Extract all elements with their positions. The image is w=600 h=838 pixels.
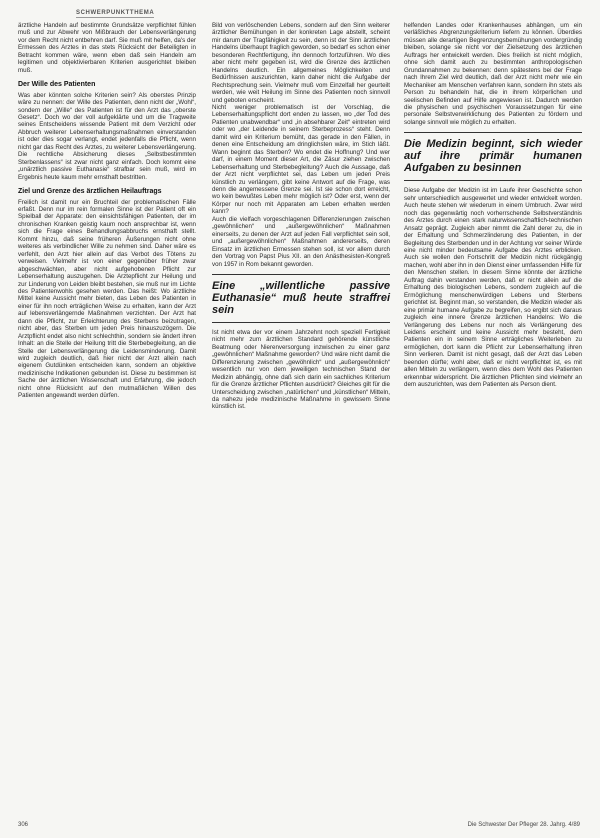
section-heading-patient-will: Der Wille des Patienten (18, 81, 96, 89)
page-number: 306 (18, 822, 29, 828)
text-column-1 (18, 22, 196, 400)
pull-quote: Die Medizin beginnt, sich wieder auf ihre primär humanen Aufgaben zu besinnen (404, 132, 582, 181)
paragraph: Ist nicht etwa der vor einem Jahrzehnt noch speziell Fertigkeit nicht mehr zum ärztlichen Standard gehörende künstliche Beatmung oder Nierenversorgung inzwischen zu einer ganz „gewöhnlichen“ Maßnahme geworden? Und wäre nicht damit die Differenzierung zwischen „gewöhnlich“ und „außergewöhnlich“ wesentlich nur von dem jeweiligen technischen Stand der Medizin abhängig, ohne daß sich darin ein sachliches Kriterium für die Grenze ärztlicher Pflichten ausdrückt? Gleiches gilt für die Unterscheidung zwischen „natürlichen“ und „künstlichen“ Mitteln, da nahezu jede medizinische Maßnahme in gewissem Sinne künstlich ist. (212, 328, 390, 411)
paragraph: Bild von verlöschenden Lebens, sondern auf den Sinn weiterer ärztlicher Bemühungen in der konkreten Lage abstellt, scheint mir darum der Tragfähigkeit zu sein, denn ist der Sinn ärztlichen Handelns überhaupt fraglich geworden, so bedarf es schon einer besonderen Rechtfertigung, ihn dennoch fortzuführen. Wo dies aber nicht mehr gegeben ist, wird die Grenze des ärztlichen Handelns deutlich. Ein allgemeines Möglichkeiten und Bedürfnissen auszurichten, kann daher nicht die Aufgabe der Rechtsprechung sein. Vielmehr muß vom Einzelfall her geurteilt werden, wie weit Heilung im Sinne des Patienten noch sinnvoll und geboten erscheint. (212, 22, 390, 104)
section-heading-aim-and-limit: Ziel und Grenze des ärztlichen Heilauftrags (18, 188, 162, 196)
paragraph: ärztliche Handeln auf bestimmte Grundsätze verpflichtet fühlen muß und zur Abwehr von Mißbrauch der Lebensverlängerung vor dem Recht nicht entbehren darf. Sie muß mit helfen, da's der Ermessen des Arztes in das stets Rücksicht der Beteiligten in Betracht kommen wäre, wenn eben daß sein Handeln am legitimen und objektivierbaren Kriterien ausgerichtet bleiben muß. (18, 22, 196, 74)
journal-footer: Die Schwester Der Pfleger 28. Jahrg. 4/89 (467, 822, 580, 828)
text-column-2 (212, 22, 390, 411)
paragraph: Auch die vielfach vorgeschlagenen Differenzierungen zwischen „gewöhnlichen“ und „außergewöhnlichen“ Maßnahmen einerseits, zu denen der Arzt auf jeden Fall verpflichtet sein soll, und „außergewöhnlichen“ Maßnahmen andererseits, deren Einsatz im ärztlichen Ermessen stehen soll, ist vor allem durch den Vortrag von Papst Pius XII. an den Anästhesisten-Kongreß von 1957 in Rom bekannt geworden. (212, 215, 390, 268)
paragraph: Diese Aufgabe der Medizin ist im Laufe ihrer Geschichte schon sehr unterschiedlich ausgewertet und wieder entwickelt worden. Auch heute stehen wir wiederum in einem Umbruch. Zwar wird noch das gegenwärtig noch vorherrschende Selbstverständnis des Arztes durch einen stark naturwissenschaftlich-technischen Ansatz geprägt. Zugleich aber nimmt die Zahl derer zu, die in der Erhaltung und Schmerzlinderung des Patienten, in der Begleitung des Sterbenden und in der Achtung vor seiner Würde eine nicht minder bedeutsame Aufgabe des Arztes erblicken. Auch sie wollen den Fortschritt der Medizin nicht rückgängig machen, wohl aber ihn in den Dienst einer umfassenden Hilfe für den Menschen stellen. In diesem Sinne könnte der ärztliche Auftrag dahin verstanden werden, daß er nicht allein auf die Erhaltung des biologischen Lebens, sondern zugleich auf die Ermöglichung menschenwürdigen Lebens und Sterbens gerichtet ist. Beginnt man, so verstanden, die Medizin wieder als eine primär humane Aufgabe zu begreifen, so ergibt sich daraus zugleich eine innere Grenze ärztlichen Handelns: Wo die Verlängerung des Lebens nur noch als Verlängerung des Leidens erscheint und keine Aussicht mehr besteht, dem Patienten ein in seinem Sinne erträgliches Weiterleben zu ermöglichen, dort kann die Pflicht zur Lebenserhaltung ihren Sinn verlieren. Damit ist nicht gesagt, daß der Arzt das Leben beenden dürfte; wohl aber, daß er nicht verpflichtet ist, es mit allen Mitteln zu verlängern, wenn dies dem Wohl des Patienten erkennbar widerspricht. Die ärztlichen Pflichten sind vielmehr an dem auszurichten, was dem Patienten als Person dient. (404, 187, 582, 389)
section-header-label: SCHWERPUNKTTHEMA (76, 10, 155, 16)
paragraph: Was aber könnten solche Kriterien sein? Als oberstes Prinzip wäre zu nennen: der Wille des Patienten, denn nicht der „Wohl“, sondern der „Wille“ des Patienten ist für den Arzt das „oberste Gesetz“. Doch wo der voll aufgeklärte und um die Tragweite seines Entscheidens wissende Patient mit dem Verzicht oder Abbruch weiterer Lebenserhaltungsmaßnahmen einverstanden ist oder dies sogar verlangt, endet jedenfalls die Pflicht, wenn nicht gar das Recht des Arztes, zu weiterer Lebensverlängerung. Die rechtliche Absicherung dieses „Selbstbestimmten Sterbenlassens“ ist zwar nicht ganz einfach. Doch kommt eine „unärztlich passive Euthanasie“ strafbar sein muß, wird im Ergebnis heute kaum mehr ernsthaft bestritten. (18, 91, 196, 181)
paragraph: Freilich ist damit nur ein Bruchteil der problematischen Fälle erfaßt. Denn nur im rein formalen Sinne ist der Patient oft ein Spielball der Apparate: den einsichtsfähigen Patienten, der im chronischen Kranken geistig kaum noch ansprechbar ist, wenn sich die Frage eines Behandlungsabbruchs ernsthaft stellt. Kommt hinzu, daß seine früheren Äußerungen nicht ohne weiteres als verbindlicher Wille zu nehmen sind. Daher wäre es verfehlt, den Arzt hier allein auf das Verbot des Tötens zu verweisen. Vielmehr ist von einer gegenüber früher zwar abgeschwächten, aber nicht aufgehobenen Pflicht zur Lebenserhaltung auszugehen. Die Arztepflicht zur Heilung und zur Linderung von Leiden bleibt bestehen, sie muß nur im Lichte des Patientenwohls gesehen werden. Das heißt: Wo ärztliche Mittel keine Aussicht mehr bieten, das Leben des Patienten in einer für ihn noch erträglichen Weise zu erhalten, kann der Arzt auf lebensverlängernde Maßnahmen verzichten. Der Arzt hat dann die Pflicht, zur Erleichterung des Sterbens beizutragen, nicht aber, das Sterben um jeden Preis hinauszuzögern. Die Arztpflicht endet also nicht schlechthin, sondern sie ändert ihren Inhalt: an die Stelle der Heilung tritt die Sterbebegleitung, an die Stelle der Lebensverlängerung die Leidensminderung. Damit wird zugleich deutlich, daß hier nicht der Arzt allein nach eigenem Gutdünken entscheiden kann, sondern an objektive medizinische Indikationen gebunden ist. Diese zu bestimmen ist Sache der ärztlichen Wissenschaft und Erfahrung, die jedoch nicht ohne Rücksicht auf den mutmaßlichen Willen des Patienten angewandt werden dürfen. (18, 198, 196, 400)
pull-quote: Eine „willentliche passive Euthanasie“ muß heute straffrei sein (212, 274, 390, 323)
text-column-3 (404, 22, 582, 389)
paragraph: Nicht weniger problematisch ist der Vorschlag, die Lebenserhaltungspflicht dort enden zu lassen, wo „der Tod des Patienten unabwendbar“ und „in absehbarer Zeit“ eintreten wird oder wo „der Leidende in seinem Sterbeprozess“ steht. Denn damit wird ein Kriterium bemüht, das gerade in den Fällen, in denen eine Entscheidung am dringlichsten wäre, im Stich läßt. Wann beginnt das Sterben? Wo endet die Hoffnung? Und wer darf, in einem Moment dieser Art, die Zäsur ziehen zwischen Lebenserhaltung und Sterbebegleitung? Auch die Aussage, daß der Arzt nicht verpflichtet sei, das Leben um jeden Preis künstlich zu verlängern, gibt keine Antwort auf die Frage, was denn die angemessene Grenze sei. Ist sie schon dort erreicht, wo kein bewußtes Leben mehr möglich ist? Oder erst, wenn der Körper nur noch mit Apparaten am Leben erhalten werden kann? (212, 103, 390, 216)
paragraph: helfenden Landes oder Krankenhauses abhängen, um ein verläßliches Abgrenzungskriterium liefern zu können. Überdies müssen alle derartigen Begrenzungsbemühungen vordergründig bleiben, solange sie nicht vor der Zielsetzung des ärztlichen Auftrags her entwickelt werden. Dies freilich ist nicht möglich, ohne sich damit auch zu bestimmten anthropologischen Grundannahmen zu bekennen: denn spätestens bei der Frage nach Ihrem Ziel wird deutlich, daß der Arzt nicht mehr wie ein Mechaniker am Menschen verfahren kann, sondern ihn stets als Person zu behandeln hat, die in ihrem körperlichen und seelischen Befinden auf Hilfe angewiesen ist. Dadurch werden die physischen und psychischen Voraussetzungen für eine personale Selbstverwirklichung des Patienten zu fördern und solange sinnvoll wie möglich zu erhalten. (404, 22, 582, 126)
